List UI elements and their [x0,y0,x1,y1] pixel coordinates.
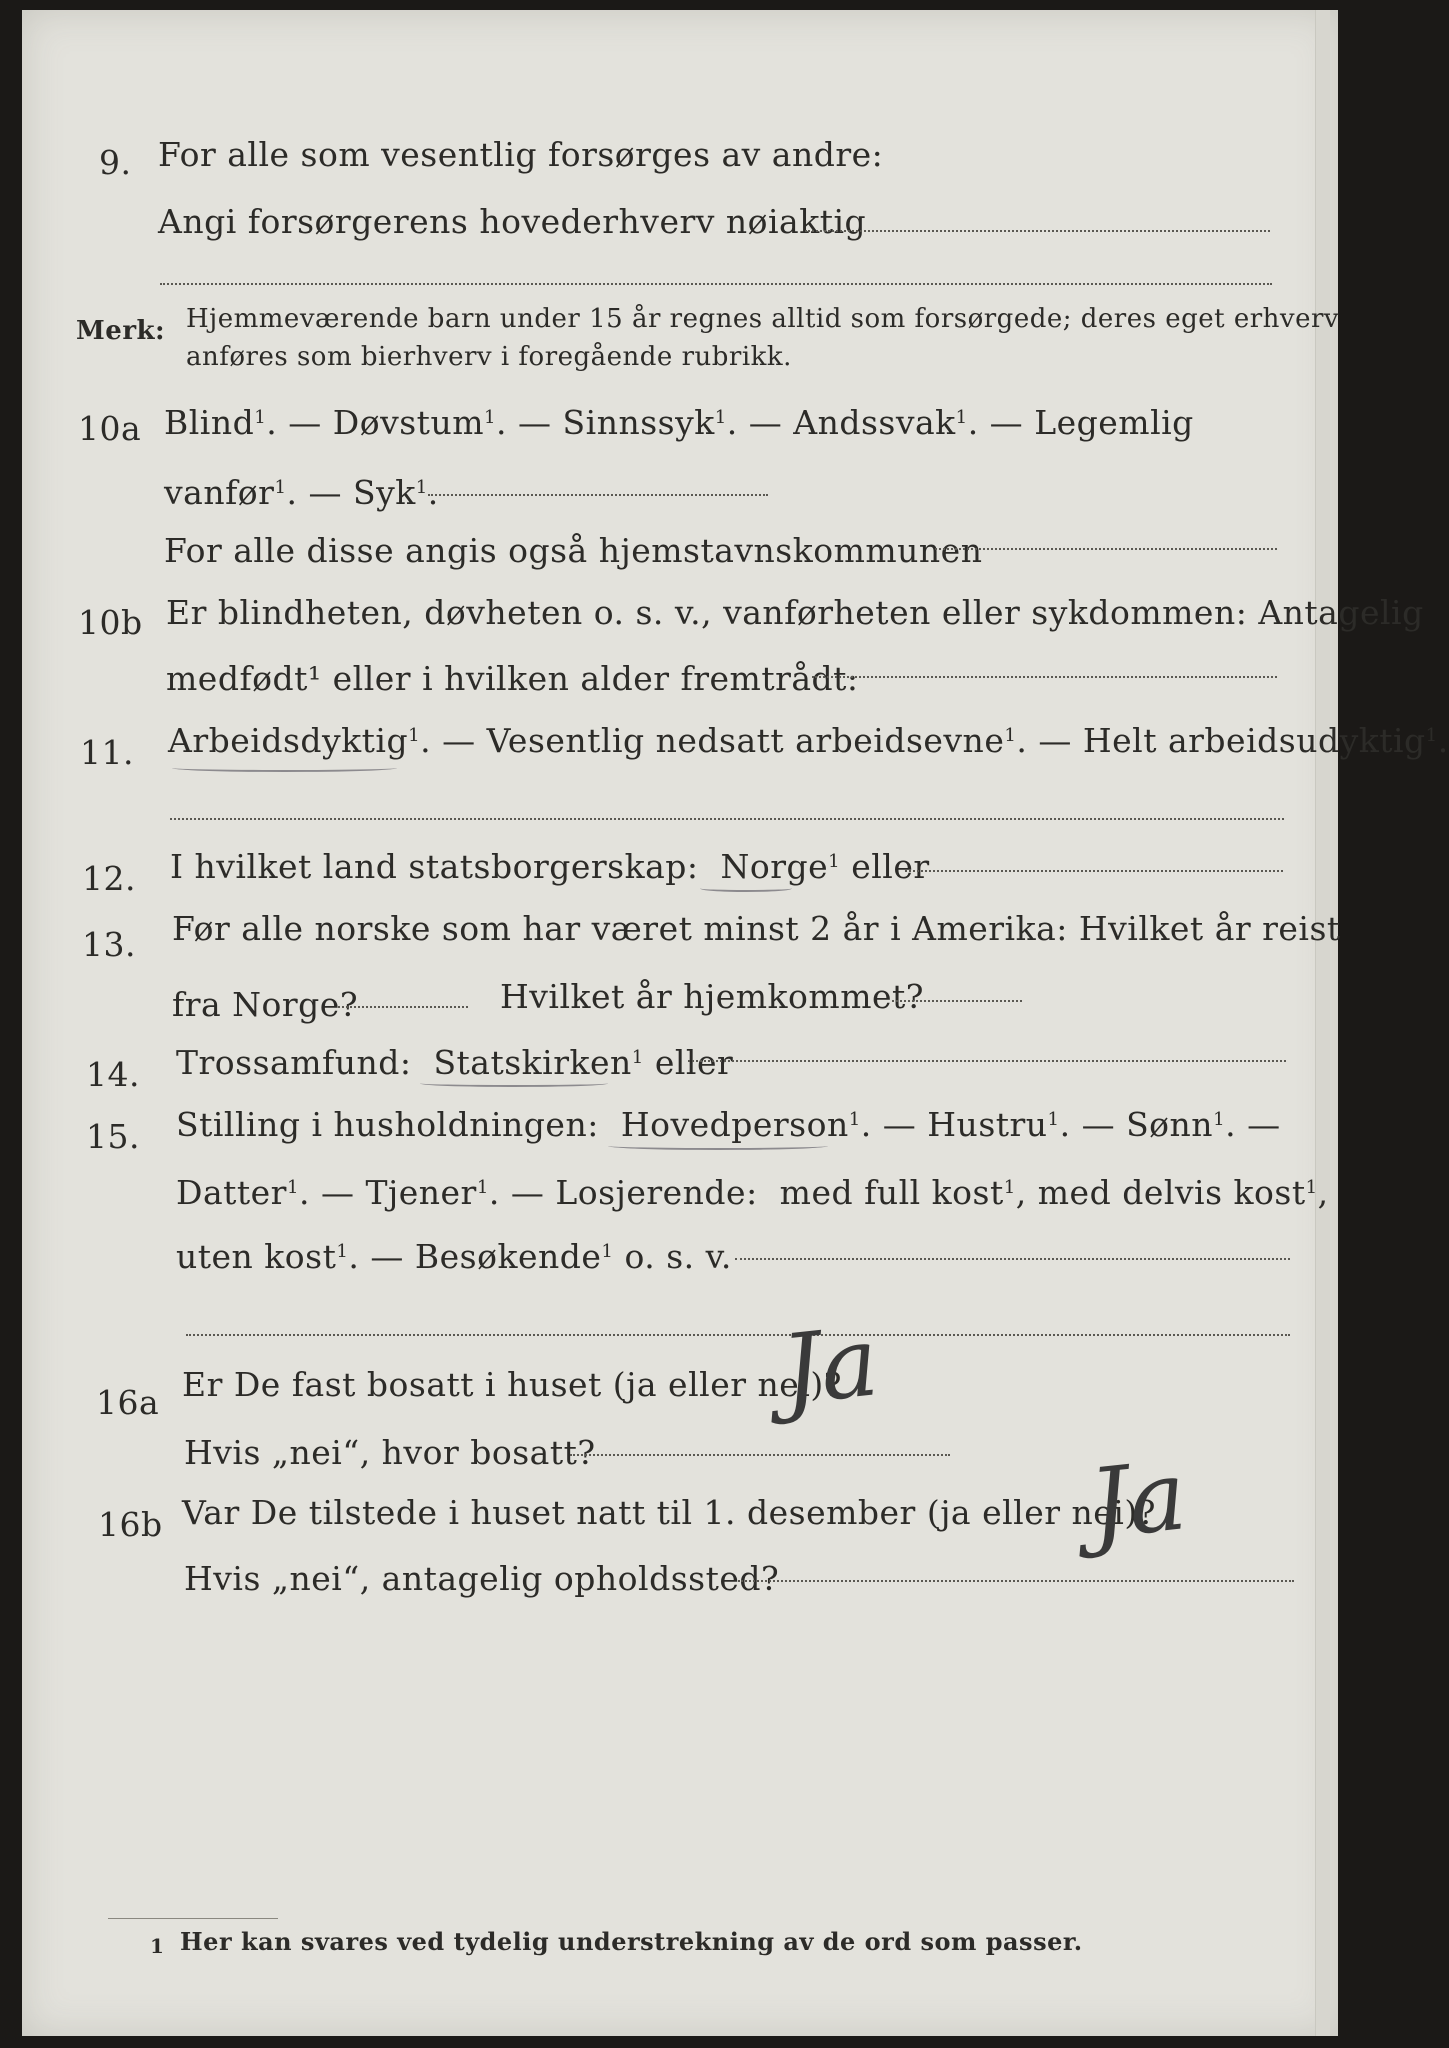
opt-arbeidsdyktig[interactable]: Arbeidsdyktig [168,721,409,760]
footnote-text: Her kan svares ved tydelig understrekning av de ord som passer. [180,1927,1083,1956]
q15-number: 15. [86,1117,140,1156]
q11-number: 11. [80,733,134,772]
q16a-line2: Hvis „nei“, hvor bosatt? [184,1433,596,1472]
q10b-answer-line[interactable] [812,676,1277,678]
q10a-line3: For alle disse angis også hjemstavnskommunen [164,531,983,570]
q15-answer-line[interactable] [735,1258,1290,1260]
opt-hovedperson[interactable]: Hovedperson [620,1105,849,1144]
q14-line: Trossamfund: Statskirken$^1$ eller [176,1043,734,1082]
q15-handwritten-underline [608,1142,828,1150]
q15-answer-line-2[interactable] [186,1334,1290,1336]
q13-line2a: fra Norge? [172,985,359,1024]
opt-blind[interactable]: Blind [164,403,255,442]
opt-delviskost[interactable]: med delvis kost [1037,1173,1306,1212]
opt-datter[interactable]: Datter [176,1173,287,1212]
q9-line2: Angi forsørgerens hovederhverv nøiaktig [158,202,867,241]
q16a-line1: Er De fast bosatt i huset (ja eller nei)? [182,1365,842,1404]
q9-number: 9. [99,143,132,182]
opt-syk[interactable]: Syk [352,473,416,512]
merk-line2: anføres som bierhverv i foregående rubrikk. [186,342,792,372]
q15-osv: o. s. v. [624,1237,732,1276]
q10a-number: 10a [78,409,142,448]
opt-statskirken[interactable]: Statskirken [433,1043,632,1082]
q16b-answer-line[interactable] [738,1580,1294,1582]
q11-answer-line[interactable] [170,818,1284,820]
q12-line: I hvilket land statsborgerskap: Norge$^1$ eller [170,847,930,886]
q15-line1: Stilling i husholdningen: Hovedperson$^1$. — Hustru$^1$. — Sønn$^1$. — [176,1105,1281,1144]
q16a-answer-line[interactable] [570,1454,950,1456]
q16a-handwritten-answer: Ja [776,1305,884,1427]
q13-hjemkommet-line[interactable] [892,1000,1022,1002]
q15-line3: uten kost$^1$. — Besøkende$^1$ o. s. v. [176,1237,732,1276]
merk-line1: Hjemmeværende barn under 15 år regnes alltid som forsørgede; deres eget erhverv [186,304,1340,334]
q11-handwritten-underline [172,764,397,772]
opt-sonn[interactable]: Sønn [1126,1105,1214,1144]
opt-dovstum[interactable]: Døvstum [332,403,484,442]
q14-answer-line[interactable] [688,1060,1286,1062]
q10b-line2: medfødt¹ eller i hvilken alder fremtrådt: [166,659,859,698]
q13-number: 13. [82,925,136,964]
opt-fullkost[interactable]: med full kost [779,1173,1004,1212]
q10b-number: 10b [78,603,143,642]
footnote-rule [108,1918,278,1919]
opt-norge[interactable]: Norge [720,847,829,886]
q12-answer-line[interactable] [905,870,1283,872]
opt-besokende[interactable]: Besøkende [414,1237,602,1276]
q12-tail: eller [851,847,930,886]
q16b-line1: Var De tilstede i huset natt til 1. desember (ja eller nei)? [182,1493,1156,1532]
opt-sinnssyk[interactable]: Sinnssyk [562,403,715,442]
opt-utenkost[interactable]: uten kost [176,1237,337,1276]
opt-legemlig[interactable]: Legemlig [1034,403,1194,442]
q16b-handwritten-answer: Ja [1084,1439,1192,1561]
q9-line1: For alle som vesentlig forsørges av andre: [158,135,884,174]
opt-nedsatt[interactable]: Vesentlig nedsatt arbeidsevne [486,721,1005,760]
q14-tail: eller [654,1043,734,1082]
q14-text: Trossamfund: [176,1043,412,1082]
q12-text: I hvilket land statsborgerskap: [170,847,699,886]
q16b-number: 16b [98,1505,163,1544]
q15-line2: Datter$^1$. — Tjener$^1$. — Losjerende: med full kost$^1$, med delvis kost$^1$, [176,1173,1329,1212]
q16a-number: 16a [96,1383,160,1422]
q15-text: Stilling i husholdningen: [176,1105,599,1144]
opt-andssvak[interactable]: Andssvak [793,403,956,442]
q12-number: 12. [82,859,136,898]
q9-answer-line-2[interactable] [160,283,1272,285]
q15-losjerende: Losjerende: [555,1173,758,1212]
opt-tjener[interactable]: Tjener [365,1173,477,1212]
q11-line: Arbeidsdyktig$^1$. — Vesentlig nedsatt arbeidsevne$^1$. — Helt arbeidsudyktig$^1$. [168,721,1449,760]
q13-line2b: Hvilket år hjemkommet? [500,977,924,1016]
q14-handwritten-underline [420,1080,608,1087]
q10a-hjemstavn-line[interactable] [935,548,1277,550]
q9-answer-line[interactable] [805,230,1270,232]
q10a-line1: Blind$^1$. — Døvstum$^1$. — Sinnssyk$^1$. — Andssvak$^1$. — Legemlig [164,403,1194,442]
q10b-line1: Er blindheten, døvheten o. s. v., vanførheten eller sykdommen: Antagelig [166,593,1424,632]
opt-vanfor[interactable]: vanfør [164,473,275,512]
q13-reist-line[interactable] [338,1006,468,1008]
q10a-line2: vanfør$^1$. — Syk$^1$. [164,473,439,512]
opt-udyktig[interactable]: Helt arbeidsudyktig [1082,721,1426,760]
q14-number: 14. [86,1055,140,1094]
opt-hustru[interactable]: Hustru [927,1105,1048,1144]
q16b-line2: Hvis „nei“, antagelig opholdssted? [184,1559,780,1598]
footnote-mark: 1 [150,1934,165,1958]
q12-handwritten-underline [700,885,792,892]
merk-label: Merk: [76,316,166,346]
q13-line1: Før alle norske som har været minst 2 år i Amerika: Hvilket år reist [172,909,1341,948]
q10a-answer-line[interactable] [428,494,768,496]
